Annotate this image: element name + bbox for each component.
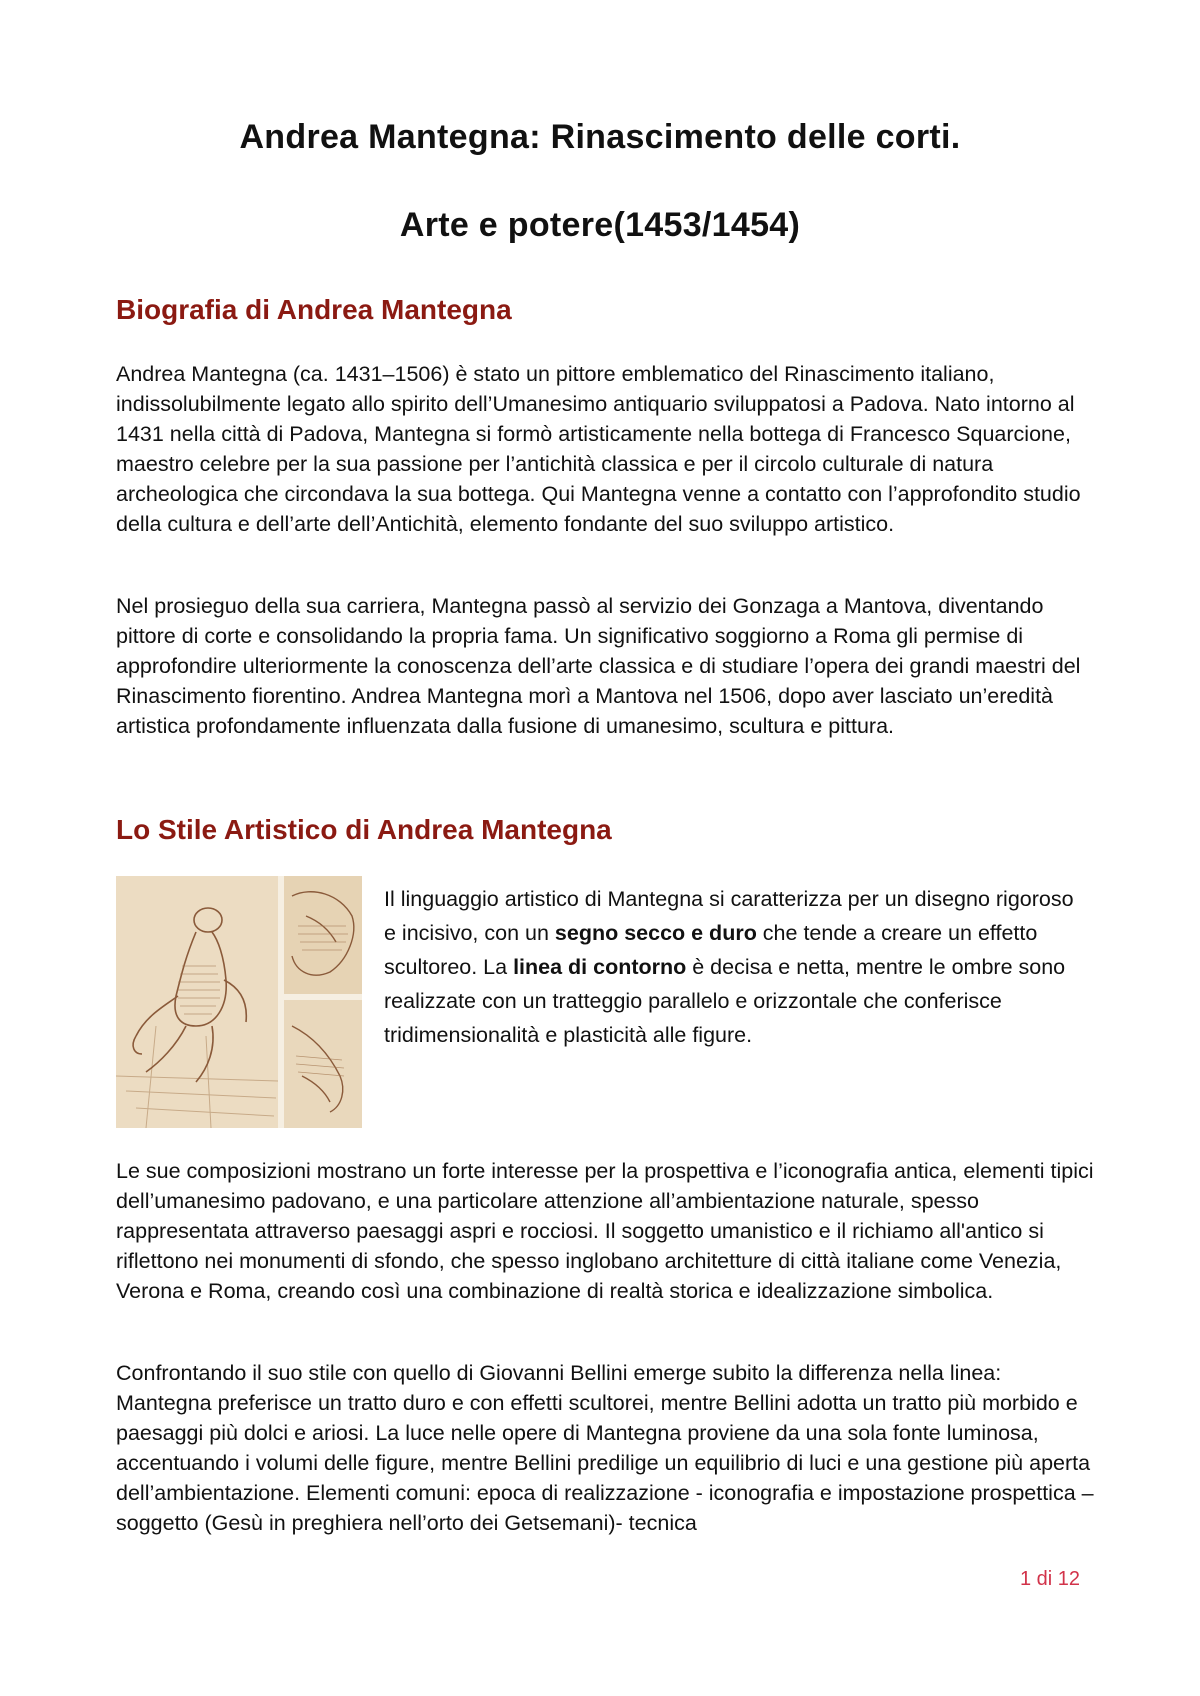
biography-paragraph-1: Andrea Mantegna (ca. 1431–1506) è stato un pittore emblematico del Rinascimento italiano, indissolubilmente legato allo spirito dell’Umanesimo antiquario sviluppatosi a Padova. Nato intorno al 1431 nella città di Padova, Mantegna si formò artisticamente nella bottega di Francesco Squarcione, maestro celebre per la sua passione per l’antichità classica e per il circolo culturale di natura archeologica che circondava la sua bottega. Qui Mantegna venne a contatto con l’approfondito studio della cultura e dell’arte dell’Antichità, elemento fondante del suo sviluppo artistico. [116,362,1081,536]
document-title-line-1: Andrea Mantegna: Rinascimento delle corti. [239,118,961,156]
style-paragraph-bellini: Confrontando il suo stile con quello di Giovanni Bellini emerge subito la differenza nella linea: Mantegna preferisce un tratto duro e con effetti scultorei, mentre Bellini adotta un tratto più morbido e paesaggi più dolci e ariosi. La luce nelle opere di Mantegna proviene da una sola fonte luminosa, accentuando i volumi delle figure, mentre Bellini predilige un equilibrio di luci e una gestione più aperta dell’ambientazione. Elementi comuni: epoca di realizzazione - iconografia e impostazione prospettica – soggetto (Gesù in preghiera nell’orto dei Getsemani)- tecnica [116,1361,1094,1535]
style-text-part-2: che tende a creare un effetto scultoreo. La [384,921,1038,979]
style-bold-segno: segno secco e duro [554,921,757,945]
style-text-part-1: Il linguaggio artistico di Mantegna si caratterizza per un disegno rigoroso e incisivo, con un [384,887,1074,945]
style-paragraph-with-image [384,882,1074,1052]
style-paragraph-composizioni: Le sue composizioni mostrano un forte interesse per la prospettiva e l’iconografia antica, elementi tipici dell’umanesimo padovano, e una particolare attenzione all’ambientazione naturale, spesso rappresentata attraverso paesaggi aspri e rocciosi. Il soggetto umanistico e il richiamo all'antico si riflettono nei monumenti di sfondo, che spesso inglobano architetture di città italiane come Venezia, Verona e Roma, creando così una combinazione di realtà storica e idealizzazione simbolica. [116,1159,1094,1303]
section-heading-stile: Lo Stile Artistico di Andrea Mantegna [116,814,612,845]
style-bold-linea: linea di contorno [513,955,687,979]
document-title-line-2: Arte e potere(1453/1454) [399,206,801,244]
mantegna-drawing-image [116,876,362,1128]
biography-paragraph-2: Nel prosieguo della sua carriera, Mantegna passò al servizio dei Gonzaga a Mantova, diventando pittore di corte e consolidando la propria fama. Un significativo soggiorno a Roma gli permise di approfondire ulteriormente la conoscenza dell’arte classica e di studiare l’opera dei grandi maestri del Rinascimento fiorentino. Andrea Mantegna morì a Mantova nel 1506, dopo aver lasciato un’eredità artistica profondamente influenzata dalla fusione di umanesimo, scultura e pittura. [116,594,1081,738]
section-heading-biografia: Biografia di Andrea Mantegna [116,294,512,325]
style-text-part-3: è decisa e netta, mentre le ombre sono realizzate con un tratteggio parallelo e orizzontale che conferisce tridimensionalità e plasticità alle figure. [384,955,1066,1047]
page-number: 1 di 12 [1020,1568,1081,1590]
